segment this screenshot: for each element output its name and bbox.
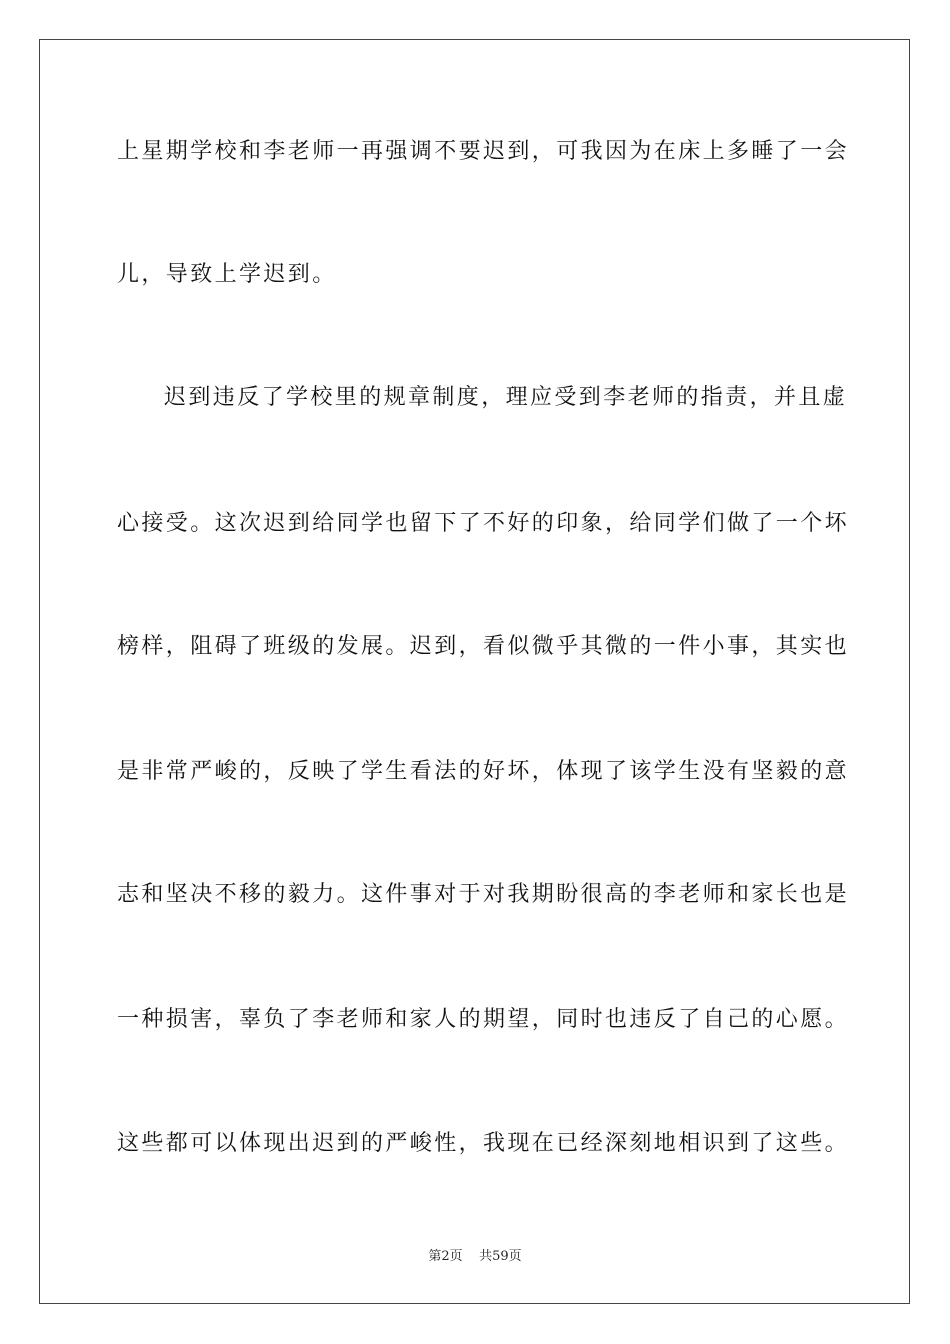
- body-line-4: 心接受。这次迟到给同学也留下了不好的印象，给同学们做了一个坏: [117, 511, 850, 536]
- body-line-8: 一种损害，辜负了李老师和家人的期望，同时也违反了自己的心愿。: [117, 1007, 850, 1032]
- body-line-7: 志和坚决不移的毅力。这件事对于对我期盼很高的李老师和家长也是: [117, 882, 850, 907]
- page-footer: [0, 1248, 950, 1266]
- body-line-5: 榜样，阻碍了班级的发展。迟到，看似微乎其微的一件小事，其实也: [117, 634, 850, 659]
- page-border: [39, 39, 910, 1304]
- body-line-6: 是非常严峻的，反映了学生看法的好坏，体现了该学生没有坚毅的意: [117, 759, 850, 784]
- page-number: 第2页: [428, 1249, 463, 1264]
- page-total: 共59页: [479, 1249, 522, 1264]
- body-line-2: 儿，导致上学迟到。: [117, 262, 337, 287]
- body-line-9: 这些都可以体现出迟到的严峻性，我现在已经深刻地相识到了这些。: [117, 1131, 850, 1156]
- body-line-1: 上星期学校和李老师一再强调不要迟到，可我因为在床上多睡了一会: [117, 139, 850, 164]
- body-line-3: 迟到违反了学校里的规章制度，理应受到李老师的指责，并且虚: [164, 385, 848, 410]
